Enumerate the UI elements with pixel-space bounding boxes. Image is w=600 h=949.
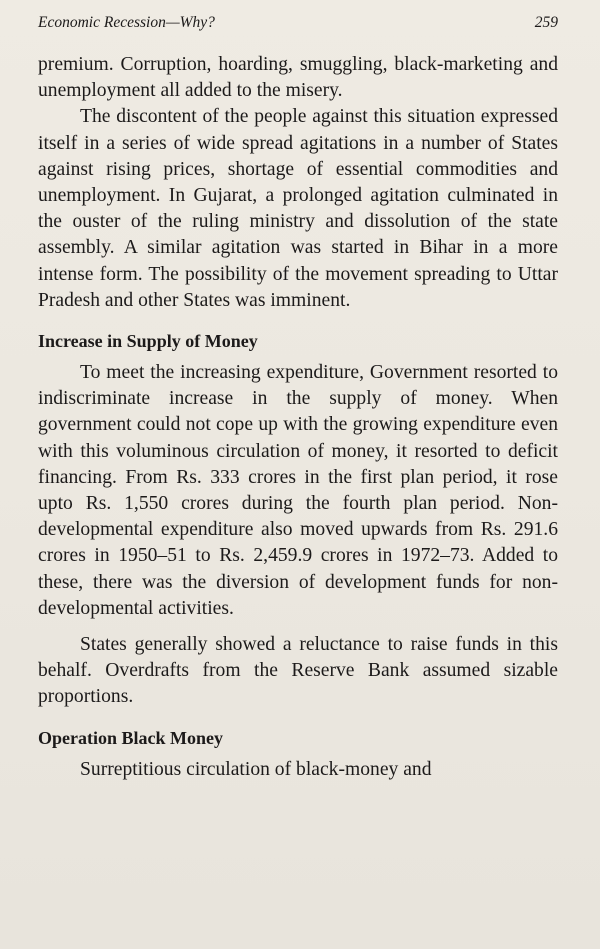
- spacer: [38, 314, 558, 328]
- section-heading-black-money: Operation Black Money: [38, 727, 223, 748]
- running-title: Economic Recession—Why?: [38, 14, 215, 31]
- page-number: 259: [534, 14, 558, 31]
- body-text: [38, 52, 558, 783]
- paragraph-states-reluctance: States generally showed a reluctance to raise funds in this behalf. Overdrafts from the Reserve Bank assumed sizable proportions.: [38, 634, 558, 708]
- paragraph-money-supply: To meet the increasing expenditure, Government resorted to indiscriminate increase in the supply of money. When government could not cope up with the growing expenditure even with this voluminous circulation of money, it resorted to deficit financing. From Rs. 333 crores in the first plan period, it rose upto Rs. 1,550 crores during the fourth plan period. Non-developmental expenditure also moved upwards from Rs. 291.6 crores in 1950–51 to Rs. 2,459.9 crores in 1972–73. Added to these, there was the diversion of development funds for non-developmental activities.: [38, 362, 558, 619]
- paragraph-continued: premium. Corruption, hoarding, smuggling, black-marketing and unemployment all added to the misery.: [38, 54, 558, 102]
- running-header: [38, 14, 558, 36]
- spacer: [38, 622, 558, 632]
- paragraph-discontent: The discontent of the people against this situation expressed itself in a series of wide spread agitations in a number of States against rising prices, shortage of essential commodities and unemployment. In Gujarat, a prolonged agitation culminated in the ouster of the ruling ministry and dissolution of the state assembly. A similar agitation was started in Bihar in a more intense form. The possibility of the movement spreading to Uttar Pradesh and other States was imminent.: [38, 106, 558, 311]
- spacer: [38, 711, 558, 725]
- paragraph-black-money: Surreptitious circulation of black-money and: [80, 758, 432, 780]
- section-heading-money-supply: Increase in Supply of Money: [38, 331, 258, 352]
